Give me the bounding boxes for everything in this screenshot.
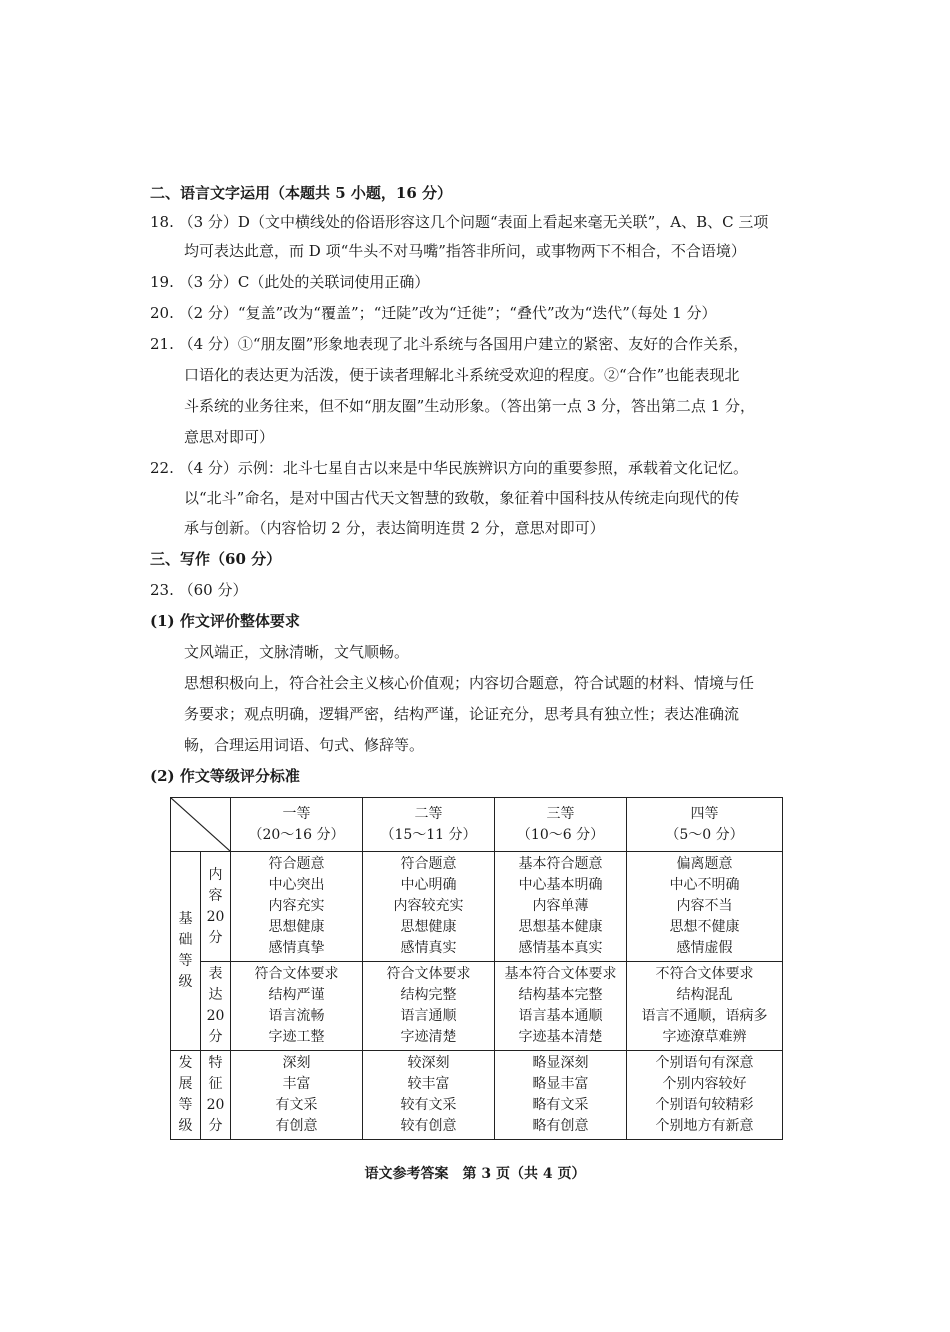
answer-21-line-2: 口语化的表达更为活泼，便于读者理解北斗系统受欢迎的程度。②“合作”也能表现北 xyxy=(184,366,740,384)
answer-22-line-2: 以“北斗”命名，是对中国古代天文智慧的致敬，象征着中国科技从传统走向现代的传 xyxy=(184,489,740,507)
expression-grade-4: 不符合文体要求 结构混乱 语言不通顺，语病多 字迹潦草难辨 xyxy=(627,962,783,1051)
development-level-label: 发 展 等 级 xyxy=(171,1051,201,1140)
content-grade-4: 偏离题意 中心不明确 内容不当 思想不健康 感情虚假 xyxy=(627,852,783,962)
requirement-line-1: 文风端正，文脉清晰，文气顺畅。 xyxy=(184,643,410,661)
content-grade-3: 基本符合题意 中心基本明确 内容单薄 思想基本健康 感情基本真实 xyxy=(495,852,627,962)
diagonal-line xyxy=(171,798,230,851)
answer-22-line-3: 承与创新。（内容恰切 2 分，表达简明连贯 2 分，意思对即可） xyxy=(184,519,605,537)
grade-header-1: 一等 （20～16 分） xyxy=(231,798,363,852)
answer-21-line-4: 意思对即可） xyxy=(184,428,275,446)
grading-standard-title: (2) 作文等级评分标准 xyxy=(150,767,300,785)
content-row xyxy=(171,852,783,962)
expression-grade-2: 符合文体要求 结构完整 语言通顺 字迹清楚 xyxy=(363,962,495,1051)
expression-label: 表 达 20 分 xyxy=(201,962,231,1051)
requirements-title: (1) 作文评价整体要求 xyxy=(150,612,300,630)
grading-table xyxy=(170,797,783,1140)
requirement-line-4: 畅，合理运用词语、句式、修辞等。 xyxy=(184,736,425,754)
answer-23: 23. （60 分） xyxy=(150,581,248,599)
answer-21-line-1: 21. （4 分）①“朋友圈”形象地表现了北斗系统与各国用户建立的紧密、友好的合作关系， xyxy=(150,335,749,353)
feature-row xyxy=(171,1051,783,1140)
grading-header-row xyxy=(171,798,783,852)
answer-20: 20. （2 分）“复盖”改为“覆盖”；“迁陡”改为“迁徙”；“叠代”改为“迭代”（每处 1 分） xyxy=(150,304,717,322)
feature-grade-3: 略显深刻 略显丰富 略有文采 略有创意 xyxy=(495,1051,627,1140)
feature-grade-1: 深刻 丰富 有文采 有创意 xyxy=(231,1051,363,1140)
feature-label: 特 征 20 分 xyxy=(201,1051,231,1140)
feature-grade-2: 较深刻 较丰富 较有文采 较有创意 xyxy=(363,1051,495,1140)
requirement-line-3: 务要求；观点明确，逻辑严密，结构严谨，论证充分，思考具有独立性；表达准确流 xyxy=(184,705,740,723)
grade-header-2: 二等 （15～11 分） xyxy=(363,798,495,852)
expression-row xyxy=(171,962,783,1051)
answer-18-line-1: 18. （3 分）D（文中横线处的俗语形容这几个问题“表面上看起来毫无关联”，A、B、C 三项 xyxy=(150,213,769,231)
answer-19: 19. （3 分）C（此处的关联词使用正确） xyxy=(150,273,430,291)
content-label: 内 容 20 分 xyxy=(201,852,231,962)
page-footer: 语文参考答案 第 3 页（共 4 页） xyxy=(364,1166,586,1182)
feature-grade-4: 个别语句有深意 个别内容较好 个别语句较精彩 个别地方有新意 xyxy=(627,1051,783,1140)
expression-grade-1: 符合文体要求 结构严谨 语言流畅 字迹工整 xyxy=(231,962,363,1051)
grade-header-4: 四等 （5～0 分） xyxy=(627,798,783,852)
diagonal-corner-cell xyxy=(171,798,231,852)
answer-22-line-1: 22. （4 分）示例：北斗七星自古以来是中华民族辨识方向的重要参照，承载着文化记忆。 xyxy=(150,459,748,477)
expression-grade-3: 基本符合文体要求 结构基本完整 语言基本通顺 字迹基本清楚 xyxy=(495,962,627,1051)
answer-18-line-2: 均可表达此意，而 D 项“牛头不对马嘴”指答非所问，或事物两下不相合，不合语境） xyxy=(184,242,746,260)
requirement-line-2: 思想积极向上，符合社会主义核心价值观；内容切合题意，符合试题的材料、情境与任 xyxy=(184,674,755,692)
basic-level-label: 基 础 等 级 xyxy=(171,852,201,1051)
content-grade-1: 符合题意 中心突出 内容充实 思想健康 感情真挚 xyxy=(231,852,363,962)
grade-header-3: 三等 （10～6 分） xyxy=(495,798,627,852)
content-grade-2: 符合题意 中心明确 内容较充实 思想健康 感情真实 xyxy=(363,852,495,962)
section-heading-writing: 三、写作（60 分） xyxy=(150,550,282,568)
answer-21-line-3: 斗系统的业务往来，但不如“朋友圈”生动形象。（答出第一点 3 分，答出第二点 1 分， xyxy=(184,397,755,415)
section-heading-language-use: 二、语言文字运用（本题共 5 小题，16 分） xyxy=(150,184,452,202)
